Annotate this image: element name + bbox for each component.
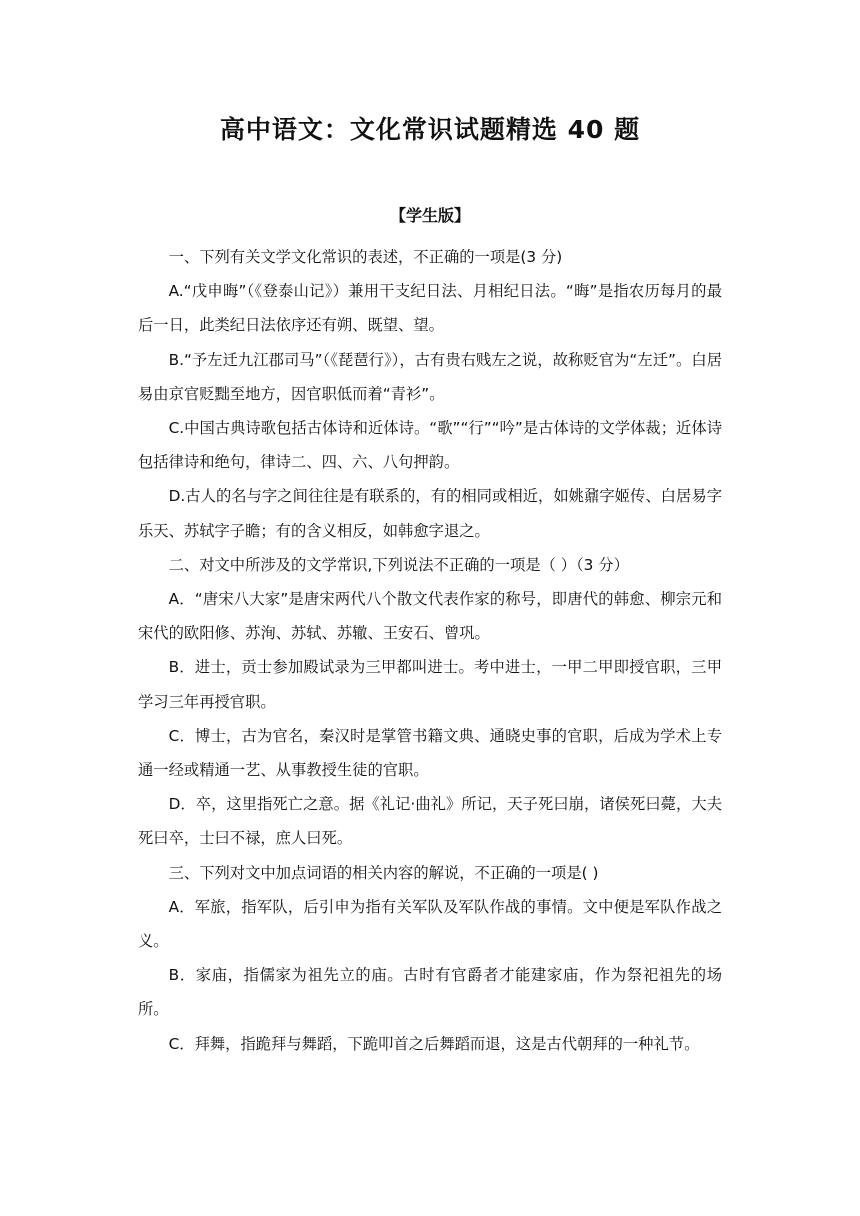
page-title: 高中语文：文化常识试题精选 40 题 <box>219 115 641 144</box>
question-2-option-b: B．进士，贡士参加殿试录为三甲都叫进士。考中进士，一甲二甲即授官职，三甲学习三年再授官职。 <box>138 658 722 711</box>
question-3-option-b: B．家庙，指儒家为祖先立的庙。古时有官爵者才能建家庙，作为祭祀祖先的场所。 <box>138 966 722 1019</box>
question-1-option-c: C.中国古典诗歌包括古体诗和近体诗。“歌”“行”“吟”是古体诗的文学体裁；近体诗包括律诗和绝句，律诗二、四、六、八句押韵。 <box>138 419 722 472</box>
question-1-option-d: D.古人的名与字之间往往是有联系的，有的相同或相近，如姚鼐字姬传、白居易字乐天、苏轼字子瞻；有的含义相反，如韩愈字退之。 <box>138 487 722 540</box>
question-2-option-a: A．“唐宋八大家”是唐宋两代八个散文代表作家的称号，即唐代的韩愈、柳宗元和宋代的欧阳修、苏洵、苏轼、苏辙、王安石、曾巩。 <box>138 590 722 643</box>
question-3-option-c: C．拜舞，指跪拜与舞蹈，下跪叩首之后舞蹈而退，这是古代朝拜的一种礼节。 <box>168 1034 700 1053</box>
question-1-option-a: A.“戊申晦”（《登泰山记》）兼用干支纪日法、月相纪日法。“晦”是指农历每月的最后一日，此类纪日法依序还有朔、既望、望。 <box>138 282 722 335</box>
question-1-stem: 一、下列有关文学文化常识的表述，不正确的一项是(3 分) <box>168 248 563 266</box>
question-3-option-a: A．军旅，指军队，后引申为指有关军队及军队作战的事情。文中便是军队作战之义。 <box>138 897 722 951</box>
question-1-option-b: B.“予左迁九江郡司马”（《琵琶行》），古有贵右贱左之说，故称贬官为“左迁”。白居易由京官贬黜至地方，因官职低而着“青衫”。 <box>138 350 722 403</box>
edition-label: 【学生版】 <box>389 206 470 225</box>
question-2-option-c: C．博士，古为官名，秦汉时是掌管书籍文典、通晓史事的官职，后成为学术上专通一经或精通一艺、从事教授生徒的官职。 <box>138 726 722 780</box>
question-2-option-d: D．卒，这里指死亡之意。据《礼记·曲礼》所记，天子死曰崩，诸侯死曰薨，大夫死曰卒，士曰不禄，庶人曰死。 <box>138 795 722 848</box>
question-3-stem: 三、下列对文中加点词语的相关内容的解说，不正确的一项是( ) <box>168 863 599 882</box>
question-2-stem: 二、对文中所涉及的文学常识,下列说法不正确的一项是（ ）（3 分） <box>168 555 629 574</box>
document-body <box>138 240 722 1061</box>
